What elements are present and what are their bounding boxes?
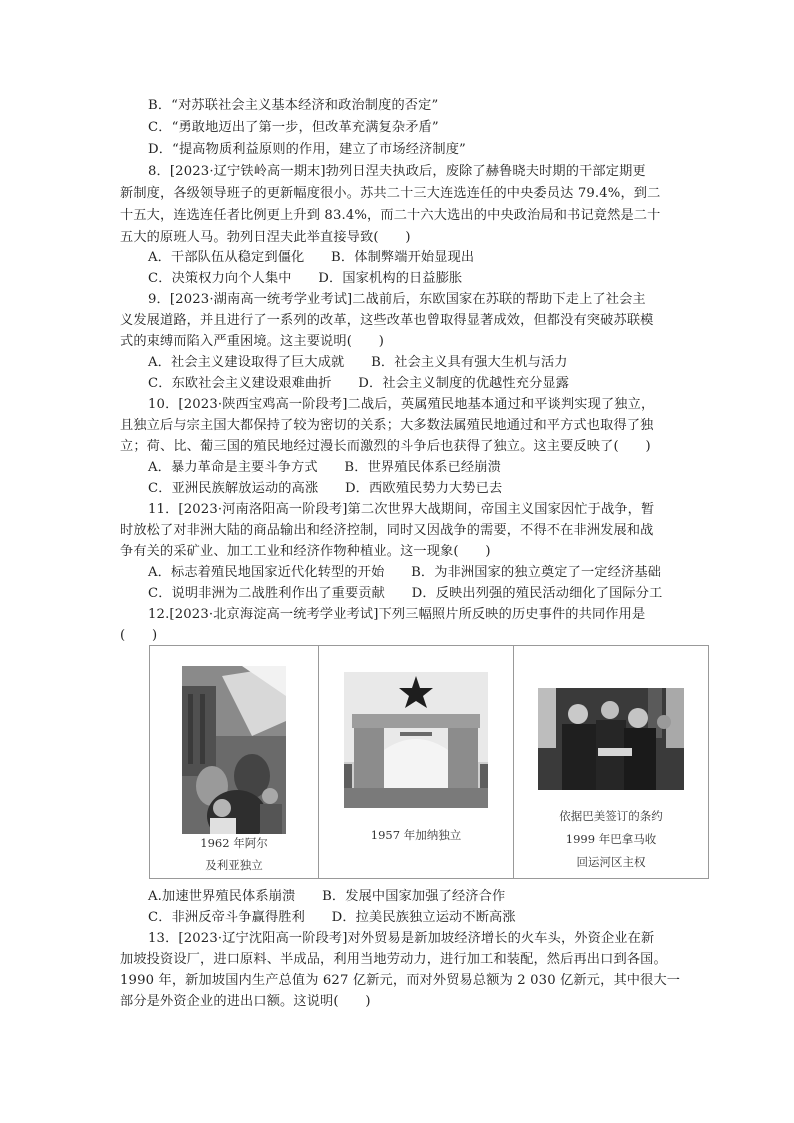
q11-options-ab: A．标志着殖民地国家近代化转型的开始 B．为非洲国家的独立奠定了一定经济基础 (148, 565, 661, 580)
q13-stem-cont: 加坡投资设厂，进口原料、半成品，利用当地劳动力，进行加工和装配，然后再出口到各国。 (120, 952, 667, 967)
q9-stem-cont: 式的束缚而陷入严重困境。这主要说明( ) (120, 334, 385, 349)
photo-caption: 1957 年加纳独立 (370, 828, 462, 842)
q13-stem-cont: 1990 年，新加坡国内生产总值为 627 亿新元，而对外贸易总额为 2 030 亿新元，其中很大一 (120, 973, 681, 988)
q11-options-cd: C．说明非洲为二战胜利作出了重要贡献 D．反映出列强的殖民活动细化了国际分工 (148, 586, 663, 601)
q8-stem-cont: 五大的原班人马。勃列日涅夫此举直接导致( ) (120, 230, 411, 245)
q9-stem: 9．[2023·湖南高一统考学业考试]二战前后，东欧国家在苏联的帮助下走上了社会主 (148, 292, 646, 307)
q10-stem-cont: 且独立后与宗主国大都保持了较为密切的关系；大多数法属殖民地通过和平方式也取得了独 (120, 418, 654, 433)
q13-stem: 13．[2023·辽宁沈阳高一阶段考]对外贸易是新加坡经济增长的火车头，外资企业在新 (148, 931, 655, 946)
photo-cell-panama (514, 646, 708, 878)
q7-option-b: B．“对苏联社会主义基本经济和政治制度的否定” (148, 98, 439, 113)
photo-panel (149, 645, 709, 879)
q13-stem-cont: 部分是外资企业的进出口额。这说明( ) (120, 994, 371, 1009)
q12-stem: 12.[2023·北京海淀高一统考学业考试]下列三幅照片所反映的历史事件的共同作用是 (148, 607, 646, 622)
q10-stem: 10．[2023·陕西宝鸡高一阶段考]二战后，英属殖民地基本通过和平谈判实现了独立， (148, 397, 655, 412)
q7-option-c: C．“勇敢地迈出了第一步，但改革充满复杂矛盾” (148, 120, 439, 135)
q8-options-ab: A．干部队伍从稳定到僵化 B．体制弊端开始显现出 (148, 250, 475, 265)
q11-stem-cont: 时放松了对非洲大陆的商品输出和经济控制，同时又因战争的需要，不得不在非洲发展和战 (120, 523, 654, 538)
q11-stem-cont: 争有关的采矿业、加工工业和经济作物种植业。这一现象( ) (120, 544, 491, 559)
q12-options-cd: C．非洲反帝斗争赢得胜利 D．拉美民族独立运动不断高涨 (148, 910, 516, 925)
photo-caption: 回运河区主权 (576, 855, 646, 869)
q8-stem-cont: 新制度，各级领导班子的更新幅度很小。苏共二十三大连选连任的中央委员达 79.4%，到二 (120, 186, 661, 201)
q8-options-cd: C．决策权力向个人集中 D．国家机构的日益膨胀 (148, 271, 463, 286)
ghana-independence-arch-photo (344, 672, 488, 808)
photo-cell-ghana (319, 646, 514, 878)
algeria-independence-photo (182, 666, 286, 834)
q10-options-cd: C．亚洲民族解放运动的高涨 D．西欧殖民势力大势已去 (148, 481, 503, 496)
photo-caption: 及利亚独立 (205, 858, 263, 872)
photo-cell-algeria (150, 646, 319, 878)
q12-options-ab: A.加速世界殖民体系崩溃 B．发展中国家加强了经济合作 (148, 889, 506, 904)
q10-options-ab: A．暴力革命是主要斗争方式 B．世界殖民体系已经崩溃 (148, 460, 501, 475)
photo-caption: 依据巴美签订的条约 (559, 809, 663, 823)
q7-option-d: D．“提高物质利益原则的作用，建立了市场经济制度” (148, 142, 466, 157)
photo-caption: 1962 年阿尔 (200, 836, 268, 850)
photo-caption: 1999 年巴拿马收 (565, 832, 657, 846)
q10-stem-cont: 立；荷、比、葡三国的殖民地经过漫长而激烈的斗争后也获得了独立。这主要反映了( ) (120, 439, 651, 454)
q12-stem-cont: ( ) (120, 628, 158, 643)
q9-options-cd: C．东欧社会主义建设艰难曲折 D．社会主义制度的优越性充分显露 (148, 376, 570, 391)
panama-canal-treaty-photo (538, 688, 684, 790)
q8-stem-cont: 十五大，连选连任者比例更上升到 83.4%，而二十六大选出的中央政治局和书记竟然是二十 (120, 208, 661, 223)
q9-stem-cont: 义发展道路，并且进行了一系列的改革，这些改革也曾取得显著成效，但都没有突破苏联模 (120, 313, 654, 328)
q11-stem: 11．[2023·河南洛阳高一阶段考]第二次世界大战期间，帝国主义国家因忙于战争，暂 (148, 502, 655, 517)
q9-options-ab: A．社会主义建设取得了巨大成就 B．社会主义具有强大生机与活力 (148, 355, 568, 370)
q8-stem: 8．[2023·辽宁铁岭高一期末]勃列日涅夫执政后，废除了赫鲁晓夫时期的干部定期更 (148, 164, 646, 179)
